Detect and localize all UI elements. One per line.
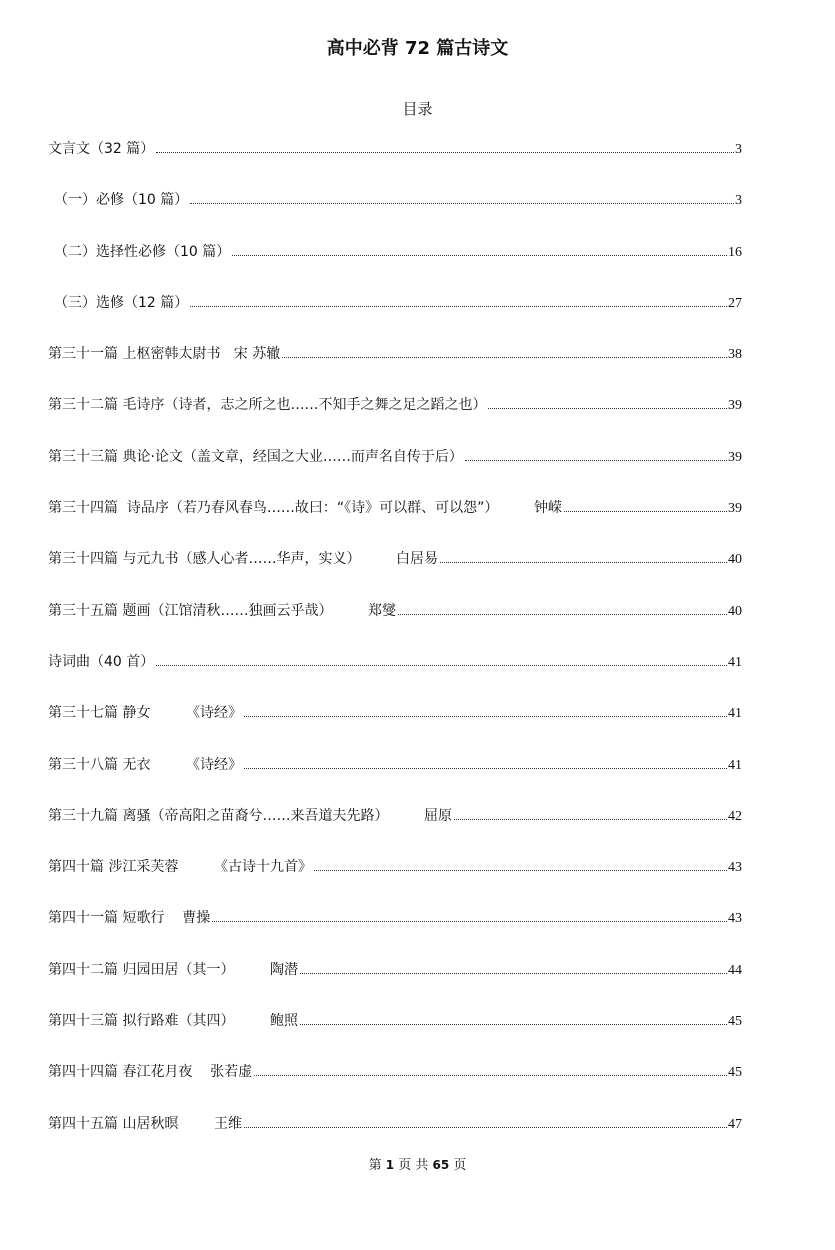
toc-entry[interactable]	[48, 548, 742, 599]
toc-entry-page: 39	[728, 501, 742, 517]
toc-entry-title: 第四十三篇 拟行路难（其四） 鲍照	[48, 1013, 299, 1030]
toc-entry-page: 43	[728, 911, 742, 927]
toc-entry-title: 第四十一篇 短歌行 曹操	[48, 910, 211, 927]
toc-entry-page: 41	[728, 654, 742, 670]
toc-entry-page: 41	[728, 757, 742, 773]
toc-entry-page: 44	[728, 962, 742, 978]
toc-entry[interactable]	[48, 959, 742, 1010]
toc-entry-title: （三）选修（12 篇）	[54, 294, 189, 311]
toc-entry[interactable]	[48, 138, 742, 189]
toc-entry-page: 41	[728, 706, 742, 722]
toc-entry-page: 16	[728, 244, 742, 260]
toc-entry[interactable]	[48, 189, 742, 240]
toc-entry[interactable]	[48, 394, 742, 445]
dot-leader	[454, 818, 727, 820]
toc-entry-page: 43	[728, 860, 742, 876]
toc-entry-page: 47	[728, 1116, 742, 1132]
toc-entry[interactable]	[48, 292, 742, 343]
toc-entry-title: 第三十四篇 诗品序（若乃春风春鸟……故曰：“《诗》可以群、可以怨”） 钟嵘	[48, 500, 563, 517]
dot-leader	[488, 407, 727, 409]
toc-entry-page: 40	[728, 552, 742, 568]
toc-entry[interactable]	[48, 702, 742, 753]
toc-entry-page: 38	[728, 347, 742, 363]
footer-mid: 页 共	[398, 1158, 429, 1173]
toc-entry-title: 第三十七篇 静女 《诗经》	[48, 705, 243, 722]
toc-entry-title: 第三十三篇 典论·论文（盖文章，经国之大业……而声名自传于后）	[48, 448, 463, 465]
toc-entry-title: 第三十四篇 与元九书（感人心者……华声，实义） 白居易	[48, 551, 439, 568]
toc-entry-page: 40	[728, 603, 742, 619]
toc-entry-title: 第三十九篇 离骚（帝高阳之苗裔兮……来吾道夫先路） 屈原	[48, 807, 453, 824]
table-of-contents	[48, 138, 742, 1164]
footer-prefix: 第	[368, 1158, 382, 1173]
toc-entry[interactable]	[48, 343, 742, 394]
dot-leader	[300, 972, 727, 974]
page-footer	[0, 1154, 835, 1173]
dot-leader	[190, 202, 734, 204]
toc-entry-title: 文言文（32 篇）	[48, 141, 155, 157]
toc-entry-page: 45	[728, 1065, 742, 1081]
toc-heading: 目录	[402, 100, 433, 118]
toc-entry[interactable]	[48, 651, 742, 702]
dot-leader	[244, 767, 727, 769]
toc-entry-title: （一）必修（10 篇）	[54, 192, 189, 209]
toc-entry-page: 42	[728, 808, 742, 824]
dot-leader	[440, 561, 727, 563]
dot-leader	[156, 151, 734, 153]
dot-leader	[156, 664, 727, 666]
toc-entry-page: 3	[735, 142, 742, 157]
toc-entry[interactable]	[48, 856, 742, 907]
toc-entry-title: 第四十二篇 归园田居（其一） 陶潜	[48, 961, 299, 978]
toc-entry[interactable]	[48, 241, 742, 292]
toc-entry-title: 第四十篇 涉江采芙蓉 《古诗十九首》	[48, 859, 313, 876]
toc-entry-page: 3	[735, 193, 742, 209]
dot-leader	[212, 920, 727, 922]
dot-leader	[190, 305, 727, 307]
toc-entry-page: 39	[728, 398, 742, 414]
toc-entry-title: 第四十五篇 山居秋暝 王维	[48, 1115, 243, 1132]
dot-leader	[564, 510, 727, 512]
footer-suffix: 页	[453, 1158, 467, 1173]
dot-leader	[254, 1074, 727, 1076]
toc-entry[interactable]	[48, 754, 742, 805]
dot-leader	[465, 459, 727, 461]
toc-entry-title: 第三十一篇 上枢密韩太尉书 宋 苏辙	[48, 346, 281, 363]
dot-leader	[314, 869, 727, 871]
toc-entry-page: 27	[728, 295, 742, 311]
toc-entry-title: 第三十八篇 无衣 《诗经》	[48, 756, 243, 773]
toc-entry-title: 第三十五篇 题画（江馆清秋……独画云乎哉） 郑燮	[48, 602, 397, 619]
document-title: 高中必背 72 篇古诗文	[326, 38, 509, 59]
dot-leader	[244, 715, 727, 717]
toc-entry-page: 45	[728, 1014, 742, 1030]
toc-entry[interactable]	[48, 1061, 742, 1112]
toc-entry[interactable]	[48, 805, 742, 856]
dot-leader	[300, 1023, 727, 1025]
toc-entry[interactable]	[48, 907, 742, 958]
toc-entry[interactable]	[48, 600, 742, 651]
dot-leader	[282, 356, 727, 358]
toc-entry-title: 第三十二篇 毛诗序（诗者，志之所之也……不知手之舞之足之蹈之也）	[48, 397, 487, 414]
footer-current-page: 1	[385, 1158, 395, 1172]
toc-entry-page: 39	[728, 449, 742, 465]
footer-total-pages: 65	[432, 1158, 450, 1172]
dot-leader	[398, 613, 727, 615]
toc-entry-title: 第四十四篇 春江花月夜 张若虚	[48, 1064, 253, 1081]
toc-entry[interactable]	[48, 497, 742, 548]
toc-entry-title: 诗词曲（40 首）	[48, 653, 155, 670]
dot-leader	[232, 254, 727, 256]
dot-leader	[244, 1126, 727, 1128]
toc-entry-title: （二）选择性必修（10 篇）	[54, 243, 231, 260]
toc-entry[interactable]	[48, 446, 742, 497]
toc-entry[interactable]	[48, 1010, 742, 1061]
